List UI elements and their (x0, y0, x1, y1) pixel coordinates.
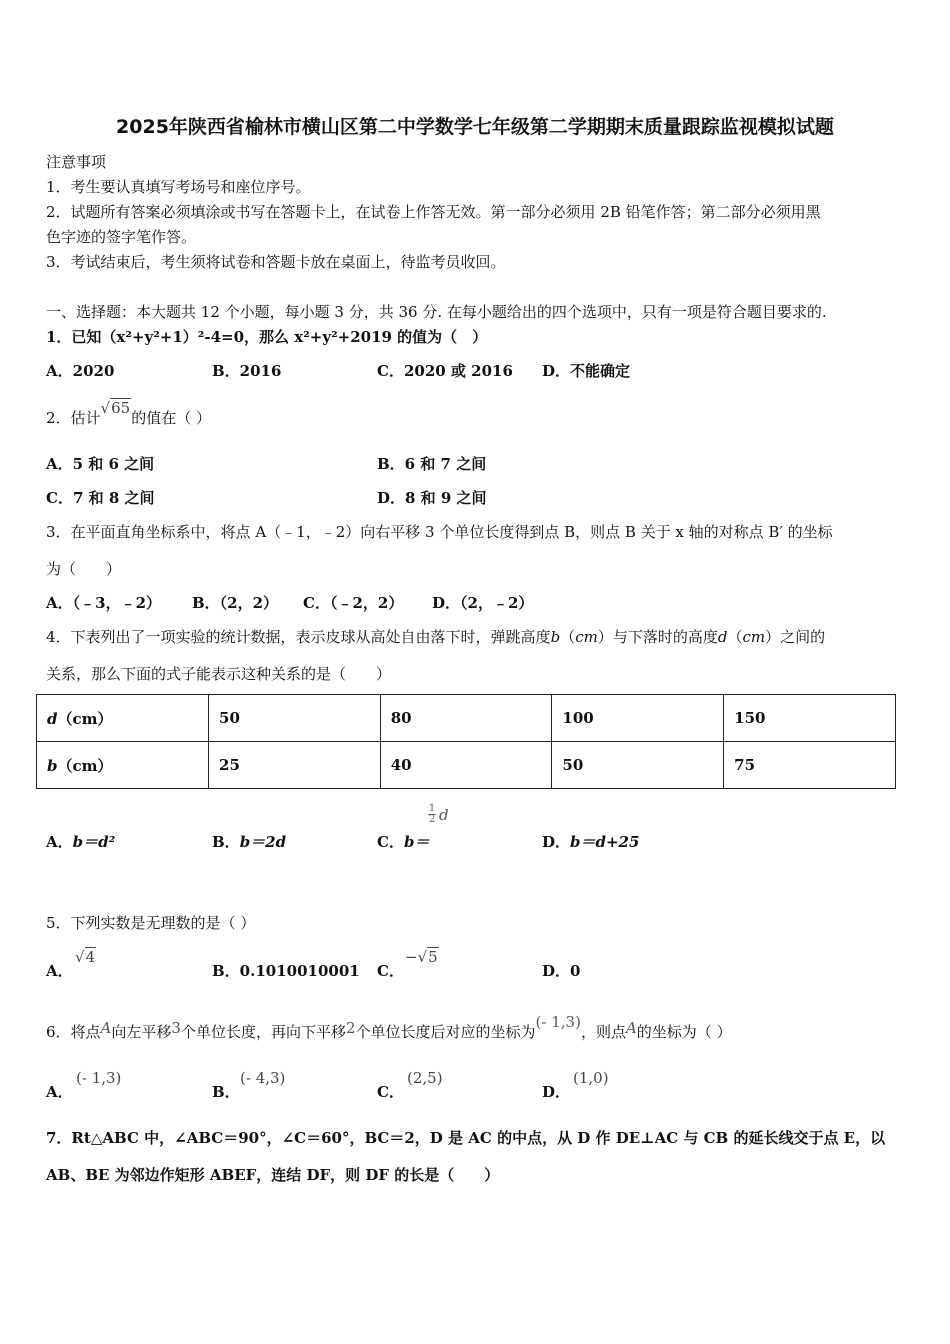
q1-stem: 1．已知（x²+y²+1）²-4=0，那么 x²+y²+2019 的值为（ ） (46, 328, 488, 346)
q6-option-b-value: (- 4,3) (240, 1069, 286, 1087)
table-row (37, 695, 896, 742)
q4-option-c-expr: b＝ (403, 833, 430, 851)
table-cell: 25 (209, 742, 381, 789)
q6-option-c-label: C． (377, 1083, 404, 1101)
q6-option-a-value: (- 1,3) (76, 1069, 122, 1087)
q6-option-a-label: A． (46, 1083, 73, 1101)
q4-stem-part-c: 之间的 (780, 628, 826, 646)
table-cell: 40 (380, 742, 552, 789)
q1-option-c: C．2020 或 2016 (377, 362, 513, 380)
q6-part6: 的坐标为（ ） (636, 1023, 732, 1041)
q5-option-a-label: A． (46, 962, 73, 980)
q4-option-a (46, 832, 115, 852)
q3-stem-line2: 为（ ） (46, 560, 122, 578)
q2-stem-post: 的值在（ ） (131, 409, 211, 427)
q4-option-d (542, 832, 639, 852)
row-label-var: d (47, 709, 58, 728)
q5-option-a-radicand: 4 (85, 948, 96, 966)
q1-option-d: D．不能确定 (542, 362, 631, 380)
q5-option-d: D．0 (542, 962, 581, 980)
q6-coordinate: (- 1,3) (535, 1013, 581, 1031)
q6-stem (46, 1013, 732, 1042)
q5-option-c-label: C． (377, 962, 404, 980)
table-cell: 50 (209, 695, 381, 742)
q6-option-c-value: (2,5) (407, 1069, 443, 1087)
q4-option-c (377, 832, 429, 852)
q3-option-c: C．（﹣2，2） (303, 594, 404, 612)
row-label-unit: （cm） (57, 756, 113, 775)
q4-option-c-var: d (439, 806, 449, 824)
q6-option-b-label: B． (212, 1083, 240, 1101)
q6-option-d-label: D． (542, 1083, 571, 1101)
q6-point-a: A (100, 1019, 112, 1037)
q2-option-d: D．8 和 9 之间 (377, 489, 487, 507)
q6-part2: 向左平移 (111, 1023, 172, 1041)
row-label-var: b (47, 756, 58, 775)
q6-point-a-2: A (625, 1019, 637, 1037)
q6-number-2: 2 (345, 1019, 356, 1037)
q4-option-a-expr: b＝d² (72, 833, 116, 851)
q2-radicand: 65 (111, 399, 131, 417)
q3-stem-line1: 3．在平面直角坐标系中，将点 A（﹣1，﹣2）向右平移 3 个单位长度得到点 B，则点 B 关于 x 轴的对称点 B′ 的坐标 (46, 523, 833, 541)
note-item-2: 2．试题所有答案必须填涂或书写在答题卡上，在试卷上作答无效。第一部分必须用 2B 铅笔作答；第二部分必须用黑 (46, 203, 821, 221)
q4-var-b: b (550, 628, 561, 646)
q4-option-c-fraction (428, 804, 436, 825)
table-cell: 150 (724, 695, 896, 742)
q4-unit-d: cm (742, 628, 766, 646)
table-cell: 50 (552, 742, 724, 789)
q3-option-d: D．（2，﹣2） (432, 594, 534, 612)
q4-unit-b: cm (575, 628, 598, 646)
q6-part1: 6．将点 (46, 1023, 101, 1041)
q2-sqrt: √65 (100, 399, 131, 417)
q2-option-c: C．7 和 8 之间 (46, 489, 155, 507)
q5-stem: 5．下列实数是无理数的是（ ） (46, 914, 256, 932)
q6-part3: 个单位长度，再向下平移 (180, 1023, 346, 1041)
q4-stem-line2: 关系，那么下面的式子能表示这种关系的是（ ） (46, 665, 392, 683)
table-cell (37, 742, 209, 789)
q2-stem-pre: 2．估计 (46, 409, 101, 427)
note-item-3: 3．考试结束后，考生须将试卷和答题卡放在桌面上，待监考员收回。 (46, 253, 506, 271)
q4-option-d-label: D． (542, 833, 571, 851)
q6-number-3: 3 (171, 1019, 181, 1037)
q5-option-c-radicand: 5 (428, 948, 438, 966)
page-title: 2025年陕西省榆林市横山区第二中学数学七年级第二学期期末质量跟踪监视模拟试题 (116, 116, 834, 138)
q3-option-a: A．（﹣3，﹣2） (46, 594, 162, 612)
q4-stem-part-b: 与下落时的高度 (612, 628, 718, 646)
table-row (37, 742, 896, 789)
q4-option-c-label: C． (377, 833, 404, 851)
q7-stem-line1: 7．Rt△ABC 中，∠ABC＝90°，∠C＝60°，BC＝2，D 是 AC 的中点，从 D 作 DE⊥AC 与 CB 的延长线交于点 E，以 (46, 1129, 886, 1147)
q5-option-a-sqrt: √4 (75, 948, 96, 966)
q4-data-table (36, 694, 896, 789)
row-label-unit: （cm） (57, 709, 113, 728)
q6-part4: 个单位长度后对应的坐标为 (355, 1023, 536, 1041)
note-item-1: 1．考生要认真填写考场号和座位序号。 (46, 178, 311, 196)
q4-option-b-label: B． (212, 833, 240, 851)
table-cell: 75 (724, 742, 896, 789)
q5-option-c-neg: − (405, 948, 418, 966)
q5-option-b: B．0.1010010001 (212, 962, 360, 980)
q4-option-d-expr: b＝d+25 (570, 833, 640, 851)
q6-part5: ，则点 (580, 1023, 626, 1041)
q4-option-b (212, 832, 286, 852)
q4-stem-line1: 4．下表列出了一项实验的统计数据，表示皮球从高处自由落下时，弹跳高度b（cm）与下落时的高度d（cm）之间的 (46, 628, 826, 646)
q4-option-a-label: A． (46, 833, 73, 851)
notes-heading: 注意事项 (46, 153, 107, 171)
q2-option-a: A．5 和 6 之间 (46, 455, 155, 473)
q1-option-b: B．2016 (212, 362, 282, 380)
fraction-numerator: 1 (428, 803, 436, 814)
q1-option-a: A．2020 (46, 362, 115, 380)
q2-stem (46, 399, 211, 428)
q4-option-b-expr: b＝2d (239, 833, 287, 851)
q7-stem-line2: AB、BE 为邻边作矩形 ABEF，连结 DF，则 DF 的长是（ ） (46, 1166, 500, 1184)
q6-option-d-value: (1,0) (573, 1069, 609, 1087)
q3-option-b: B．（2，2） (192, 594, 279, 612)
table-cell (37, 695, 209, 742)
q5-option-c-sqrt: −√5 (405, 948, 438, 966)
note-item-2-cont: 色字迹的签字笔作答。 (46, 228, 197, 246)
q4-var-d: d (717, 628, 728, 646)
fraction-denominator: 2 (428, 814, 436, 825)
table-cell: 80 (380, 695, 552, 742)
table-cell: 100 (552, 695, 724, 742)
q2-option-b: B．6 和 7 之间 (377, 455, 487, 473)
q4-stem-part-a: 4．下表列出了一项实验的统计数据，表示皮球从高处自由落下时，弹跳高度 (46, 628, 551, 646)
section-heading: 一、选择题：本大题共 12 个小题，每小题 3 分，共 36 分. 在每小题给出的四个选项中，只有一项是符合题目要求的. (46, 303, 827, 321)
